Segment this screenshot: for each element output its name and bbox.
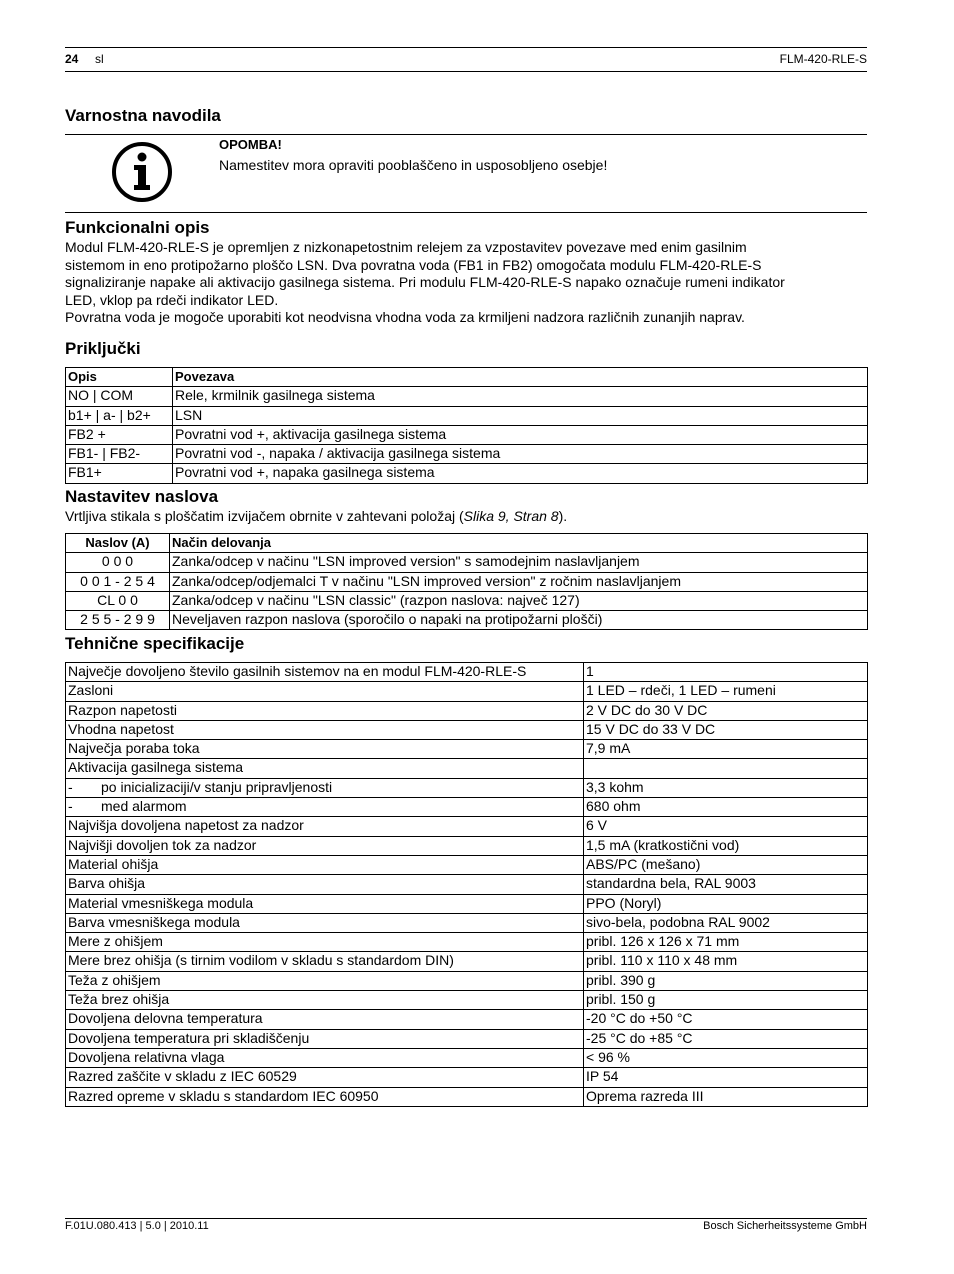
spec-label-text: Mere brez ohišja (s tirnim vodilom v skladu s standardom DIN) — [68, 952, 454, 969]
table-row — [66, 387, 868, 406]
spec-label-text: Mere z ohišjem — [68, 933, 163, 950]
spec-value: Oprema razreda III — [584, 1087, 868, 1106]
spec-label — [66, 1029, 584, 1048]
functional-line: Povratna voda je mogoče uporabiti kot neodvisna vhodna voda za krmiljeni nadzora različnih zunanjih naprav. — [65, 309, 745, 326]
company-name: Bosch Sicherheitssysteme GmbH — [703, 1220, 867, 1232]
spec-label-text: Najvišji dovoljen tok za nadzor — [68, 836, 257, 853]
spec-label — [66, 740, 584, 759]
spec-label-text: Material ohišja — [68, 855, 159, 872]
table-row — [66, 445, 868, 464]
functional-description — [65, 239, 867, 327]
table-row — [66, 875, 868, 894]
functional-line: sistemom in eno protipožarno ploščo LSN. Dva povratna voda (FB1 in FB2) omogočata modulu FLM-420-RLE-S — [65, 256, 762, 273]
table-row — [66, 894, 868, 913]
spec-value: 1,5 mA (kratkostični vod) — [584, 836, 868, 855]
spec-label — [66, 778, 584, 797]
table-row — [66, 425, 868, 444]
spec-value: pribl. 390 g — [584, 971, 868, 990]
table-row — [66, 991, 868, 1010]
spec-label — [66, 663, 584, 682]
table-row — [66, 572, 868, 591]
spec-label — [66, 720, 584, 739]
specs-heading: Tehnične specifikacije — [65, 634, 245, 653]
spec-value: -20 °C do +50 °C — [584, 1010, 868, 1029]
table-cell: LSN — [173, 406, 868, 425]
table-cell: FB1+ — [66, 464, 173, 483]
spec-label-text: Razred opreme v skladu s standardom IEC 60950 — [68, 1087, 379, 1104]
spec-value: 680 ohm — [584, 798, 868, 817]
spec-label — [66, 933, 584, 952]
safety-heading: Varnostna navodila — [65, 106, 221, 125]
table-row — [66, 611, 868, 630]
address-intro-text: Vrtljiva stikala s ploščatim izvijačem obrnite v zahtevani položaj ( — [65, 508, 464, 524]
column-header: Povezava — [173, 368, 868, 387]
table-cell: NO | COM — [66, 387, 173, 406]
column-header: Naslov (A) — [66, 534, 170, 553]
spec-label — [66, 855, 584, 874]
notice-text: Namestitev mora opraviti pooblaščeno in usposobljeno osebje! — [219, 157, 608, 173]
table-row — [66, 464, 868, 483]
table-row — [66, 720, 868, 739]
address-intro-end: ). — [558, 508, 568, 524]
table-row — [66, 971, 868, 990]
address-heading: Nastavitev naslova — [65, 487, 219, 506]
spec-value: -25 °C do +85 °C — [584, 1029, 868, 1048]
spec-label-text: Barva vmesniškega modula — [68, 913, 240, 930]
spec-value: pribl. 126 x 126 x 71 mm — [584, 933, 868, 952]
table-cell: Neveljaven razpon naslova (sporočilo o napaki na protipožarni plošči) — [170, 611, 868, 630]
spec-label — [66, 894, 584, 913]
spec-label — [66, 817, 584, 836]
table-row — [66, 1010, 868, 1029]
functional-line: Modul FLM-420-RLE-S je opremljen z nizkonapetostnim relejem za vzpostavitev povezave med enim gasilnim — [65, 239, 747, 255]
spec-label-text: Najvišja dovoljena napetost za nadzor — [68, 817, 304, 834]
language-code: sl — [95, 52, 104, 66]
spec-label-text: Dovoljena relativna vlaga — [68, 1048, 225, 1065]
spec-value: IP 54 — [584, 1068, 868, 1087]
connections-table — [65, 367, 868, 484]
spec-label-text: Zasloni — [68, 682, 114, 699]
table-row — [66, 1048, 868, 1067]
spec-label — [66, 991, 584, 1010]
spec-label-text: po inicializaciji/v stanju pripravljenosti — [101, 778, 333, 795]
document-id: F.01U.080.413 | 5.0 | 2010.11 — [65, 1220, 209, 1232]
table-row — [66, 663, 868, 682]
table-header-row — [66, 534, 868, 553]
spec-label-text: Teža z ohišjem — [68, 971, 161, 988]
notice-bottom-rule — [65, 212, 867, 213]
spec-label — [66, 952, 584, 971]
table-row — [66, 553, 868, 572]
notice-top-rule — [65, 134, 867, 135]
table-cell: Rele, krmilnik gasilnega sistema — [173, 387, 868, 406]
spec-label — [66, 1068, 584, 1087]
footer-rule — [65, 1218, 867, 1219]
table-row — [66, 952, 868, 971]
page-header — [65, 48, 867, 70]
spec-label — [66, 1048, 584, 1067]
figure-reference-link[interactable]: Slika 9, Stran 8 — [463, 508, 559, 524]
table-row — [66, 778, 868, 797]
table-header-row — [66, 368, 868, 387]
spec-value — [584, 759, 868, 778]
spec-label — [66, 971, 584, 990]
address-table — [65, 533, 868, 630]
spec-label-text: Aktivacija gasilnega sistema — [68, 759, 244, 776]
spec-label-text: Teža brez ohišja — [68, 991, 170, 1008]
table-row — [66, 913, 868, 932]
spec-label — [66, 682, 584, 701]
table-row — [66, 406, 868, 425]
spec-value: ABS/PC (mešano) — [584, 855, 868, 874]
table-cell: 0 0 1 - 2 5 4 — [66, 572, 170, 591]
spec-label-text: Dovoljena temperatura pri skladiščenju — [68, 1029, 310, 1046]
table-cell: b1+ | a- | b2+ — [66, 406, 173, 425]
header-top-rule — [65, 47, 867, 48]
spec-label-text: Vhodna napetost — [68, 720, 174, 737]
spec-label-text: Največje dovoljeno število gasilnih sistemov na en modul FLM-420-RLE-S — [68, 663, 527, 679]
bullet-dash: - — [68, 798, 73, 815]
table-cell: Povratni vod +, aktivacija gasilnega sistema — [173, 425, 868, 444]
table-row — [66, 682, 868, 701]
table-row — [66, 740, 868, 759]
spec-label — [66, 798, 584, 817]
document-name: FLM-420-RLE-S — [779, 52, 867, 66]
spec-value: 6 V — [584, 817, 868, 836]
spec-value: standardna bela, RAL 9003 — [584, 875, 868, 894]
spec-label — [66, 1087, 584, 1106]
table-row — [66, 1068, 868, 1087]
table-row — [66, 933, 868, 952]
spec-value: 7,9 mA — [584, 740, 868, 759]
spec-label-text: Razred zaščite v skladu z IEC 60529 — [68, 1068, 297, 1085]
table-cell: 0 0 0 — [66, 553, 170, 572]
table-row — [66, 817, 868, 836]
connections-heading: Priključki — [65, 339, 141, 358]
spec-label-text: Razpon napetosti — [68, 701, 177, 718]
table-cell: Povratni vod +, napaka gasilnega sistema — [173, 464, 868, 483]
bullet-dash: - — [68, 778, 73, 795]
table-cell: Zanka/odcep v načinu "LSN classic" (razpon naslova: največ 127) — [170, 591, 868, 610]
table-cell: Zanka/odcep v načinu "LSN improved version" s samodejnim naslavljanjem — [170, 553, 868, 572]
spec-label — [66, 759, 584, 778]
specs-table — [65, 662, 868, 1107]
spec-label — [66, 913, 584, 932]
table-cell: FB1- | FB2- — [66, 445, 173, 464]
spec-label-text: Barva ohišja — [68, 875, 146, 892]
spec-label-text: Dovoljena delovna temperatura — [68, 1010, 263, 1027]
table-row — [66, 836, 868, 855]
spec-label-text: med alarmom — [101, 798, 187, 815]
functional-line: LED, vklop pa rdeči indikator LED. — [65, 291, 279, 308]
spec-value: pribl. 150 g — [584, 991, 868, 1010]
spec-value: sivo-bela, podobna RAL 9002 — [584, 913, 868, 932]
spec-label — [66, 875, 584, 894]
table-row — [66, 1029, 868, 1048]
spec-value: 3,3 kohm — [584, 778, 868, 797]
spec-value: 1 — [584, 663, 868, 682]
functional-heading: Funkcionalni opis — [65, 218, 210, 237]
table-cell: FB2 + — [66, 425, 173, 444]
spec-value: PPO (Noryl) — [584, 894, 868, 913]
column-header: Način delovanja — [170, 534, 868, 553]
table-cell: 2 5 5 - 2 9 9 — [66, 611, 170, 630]
table-row — [66, 591, 868, 610]
spec-label-text: Največja poraba toka — [68, 740, 200, 757]
spec-value: < 96 % — [584, 1048, 868, 1067]
address-intro — [65, 508, 867, 526]
table-cell: Povratni vod -, napaka / aktivacija gasilnega sistema — [173, 445, 868, 464]
spec-label-text: Material vmesniškega modula — [68, 894, 254, 911]
spec-label — [66, 701, 584, 720]
table-row — [66, 798, 868, 817]
spec-value: 2 V DC do 30 V DC — [584, 701, 868, 720]
spec-value: 1 LED – rdeči, 1 LED – rumeni — [584, 682, 868, 701]
table-row — [66, 1087, 868, 1106]
table-cell: CL 0 0 — [66, 591, 170, 610]
spec-value: 15 V DC do 33 V DC — [584, 720, 868, 739]
notice-label: OPOMBA! — [219, 137, 282, 152]
spec-label — [66, 836, 584, 855]
page-number: 24 — [65, 52, 79, 66]
table-row — [66, 701, 868, 720]
table-cell: Zanka/odcep/odjemalci T v načinu "LSN improved version" z ročnim naslavljanjem — [170, 572, 868, 591]
table-row — [66, 759, 868, 778]
header-bottom-rule — [65, 71, 867, 72]
spec-label — [66, 1010, 584, 1029]
info-icon — [111, 141, 173, 203]
table-row — [66, 855, 868, 874]
column-header: Opis — [66, 368, 173, 387]
functional-line: signaliziranje napake ali aktivacijo gasilnega sistema. Pri modulu FLM-420-RLE-S napako označuje rumeni indikator — [65, 274, 785, 291]
spec-value: pribl. 110 x 110 x 48 mm — [584, 952, 868, 971]
